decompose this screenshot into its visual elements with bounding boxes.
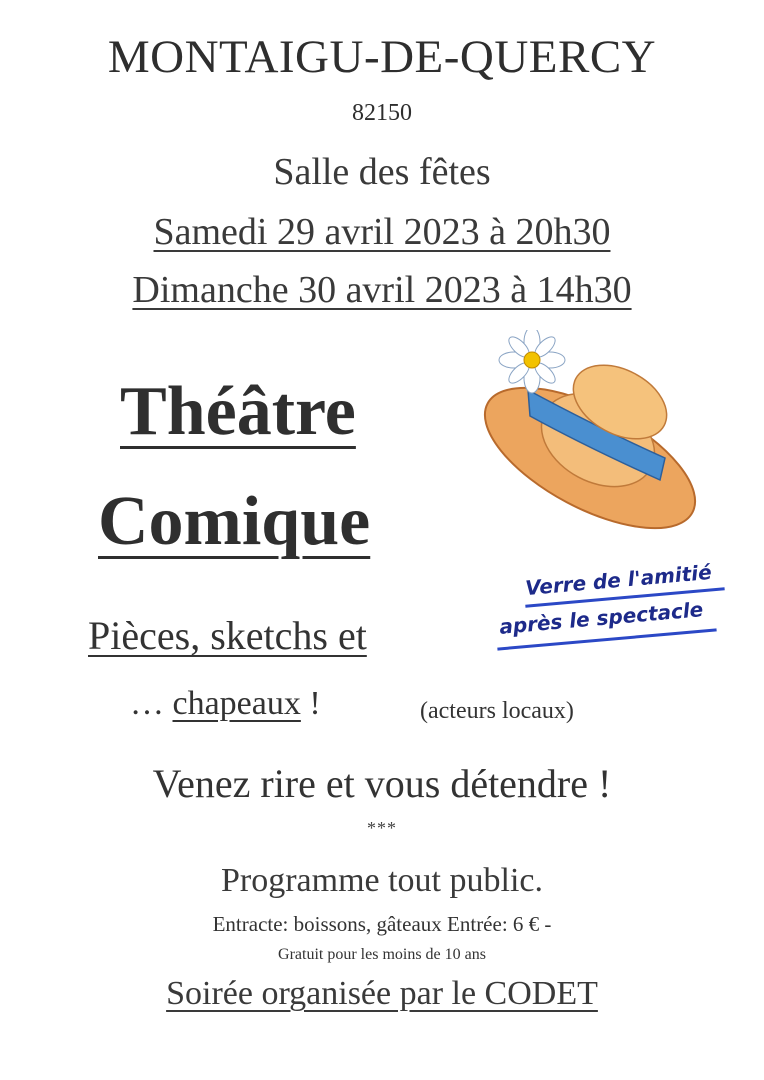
free-under-10: Gratuit pour les moins de 10 ans: [278, 946, 486, 963]
actors-note: (acteurs locaux): [420, 698, 574, 724]
organizer: [0, 975, 764, 1013]
town-name: MONTAIGU-DE-QUERCY: [107, 31, 657, 83]
friendship-drink-note: [495, 559, 735, 662]
subtitle-chapeaux: chapeaux: [172, 685, 301, 722]
postal-code: 82150: [352, 100, 412, 126]
intermission-price: Entracte: boissons, gâteaux Entrée: 6 € -: [212, 912, 552, 936]
separator: ***: [367, 818, 397, 838]
title-theatre: Théâtre: [120, 373, 356, 450]
subtitle-line-1: [88, 612, 367, 659]
subtitle-exclamation: !: [300, 685, 321, 722]
program-info: Programme tout public.: [220, 862, 543, 899]
date-sunday: [0, 268, 764, 312]
organizer-text: Soirée organisée par le CODET: [166, 975, 598, 1012]
note-line-2: après le spectacle: [498, 597, 705, 639]
note-line-1: Verre de l'amitié: [524, 559, 713, 601]
subtitle-line-1-text: Pièces, sketchs et: [88, 613, 367, 658]
subtitle-line-2: [130, 685, 321, 723]
date-saturday: [0, 210, 764, 254]
venue: Salle des fêtes: [273, 151, 491, 193]
title-comique: Comique: [98, 483, 371, 560]
date-saturday-text: Samedi 29 avril 2023 à 20h30: [153, 211, 611, 253]
date-sunday-text: Dimanche 30 avril 2023 à 14h30: [132, 269, 632, 311]
subtitle-ellipsis: …: [130, 685, 173, 722]
tagline: Venez rire et vous détendre !: [152, 761, 612, 806]
straw-hat-with-daisy-icon: [470, 330, 706, 530]
